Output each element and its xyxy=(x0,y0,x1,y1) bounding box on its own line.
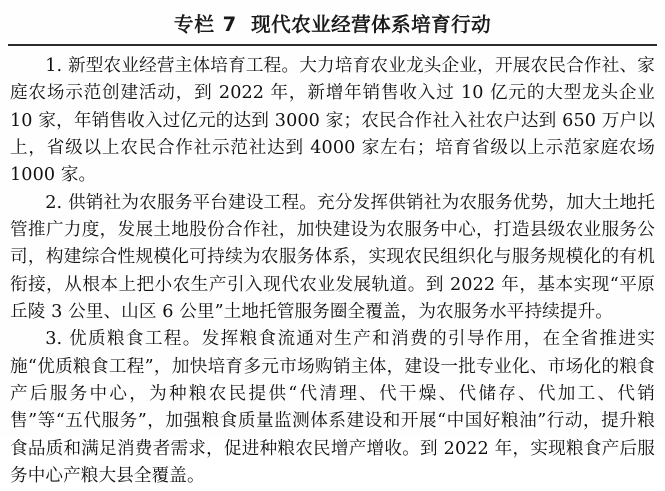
page-title: 现代农业经营体系培育行动 xyxy=(251,13,492,36)
paragraph-1: 1. 新型农业经营主体培育工程。大力培育农业龙头企业，开展农民合作社、家庭农场示范创建活动，到 2022 年，新增年销售收入过 10 亿元的大型龙头企业 10 家，年销售收入过亿元的达到 3000 家；农民合作社入社农户达到 650 万户以上，省级以上农民合作社示范社达到 4000 家左右；培育省级以上示范家庭农场 1000 家。 xyxy=(10,56,655,186)
box-label: 专栏 7 xyxy=(173,13,238,36)
paragraph-3: 3. 优质粮食工程。发挥粮食流通对生产和消费的引导作用，在全省推进实施“优质粮食工程”，加快培育多元市场购销主体，建设一批专业化、市场化的粮食产后服务中心，为种粮农民提供“代清理、代干燥、代储存、代加工、代销售”等“五代服务”，加强粮食质量监测体系建设和开展“中国好粮油”行动，提升粮食品质和满足消费者需求，促进种粮农民增产增收。到 2022 年，实现粮食产后服务中心产粮大县全覆盖。 xyxy=(10,329,655,487)
box-title xyxy=(0,0,665,44)
paragraph-2: 2. 供销社为农服务平台建设工程。充分发挥供销社为农服务优势，加大土地托管推广力度，发展土地股份合作社，加快建设为农服务中心，打造县级农业服务公司，构建综合性规模化可持续为农服务体系，实现农民组织化与服务规模化的有机衔接，从根本上把小农生产引入现代农业发展轨道。到 2022 年，基本实现“平原丘陵 3 公里、山区 6 公里”土地托管服务圈全覆盖，为农服务水平持续提升。 xyxy=(10,192,655,323)
body-text xyxy=(0,46,665,491)
